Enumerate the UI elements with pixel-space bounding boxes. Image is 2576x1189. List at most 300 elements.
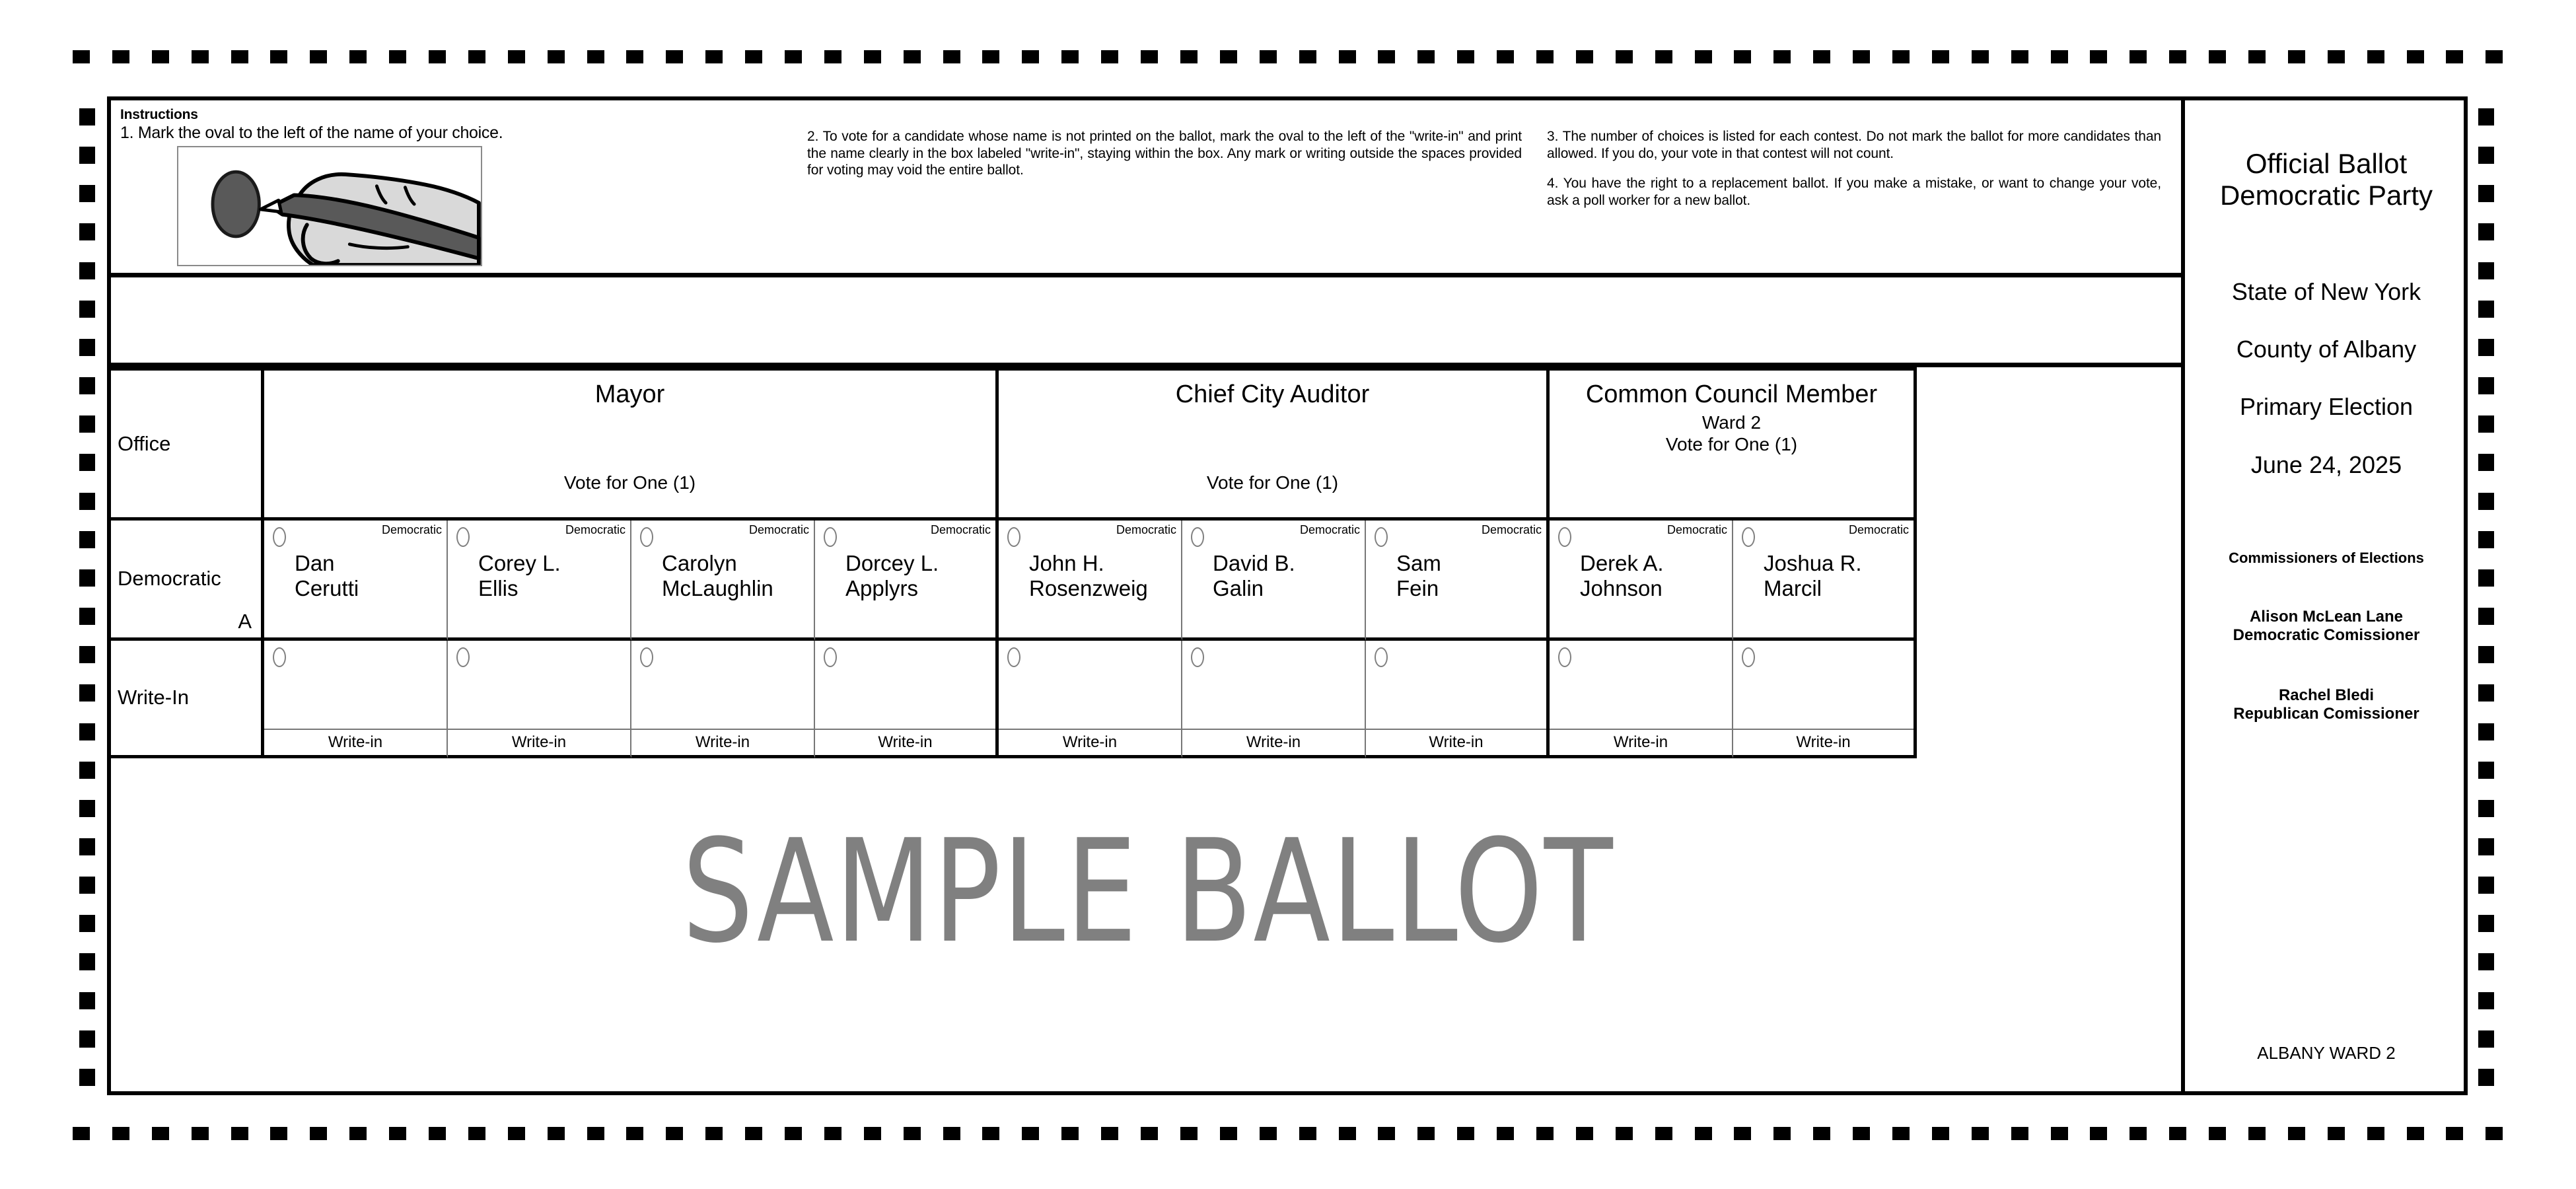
timing-mark — [626, 50, 643, 63]
timing-mark — [79, 684, 95, 702]
writein-cell-label: Write-in — [999, 729, 1181, 755]
vote-oval-icon[interactable] — [273, 527, 286, 547]
timing-mark — [79, 493, 95, 510]
writein-vote-oval-icon[interactable] — [640, 647, 653, 667]
candidate-last-name: Ellis — [478, 576, 519, 601]
candidate-cell[interactable] — [999, 521, 1182, 641]
timing-marks-right — [2478, 108, 2494, 1086]
timing-mark — [1497, 50, 1514, 63]
candidate-cells — [264, 521, 1917, 641]
timing-mark — [785, 1127, 802, 1140]
candidate-row — [111, 521, 1914, 641]
timing-mark — [112, 1127, 129, 1140]
timing-mark — [1022, 1127, 1039, 1140]
timing-mark — [982, 1127, 999, 1140]
candidate-last-name: Johnson — [1580, 576, 1663, 601]
timing-mark — [310, 50, 327, 63]
timing-mark — [705, 50, 723, 63]
writein-cell[interactable] — [1733, 641, 1917, 758]
timing-mark — [1299, 50, 1316, 63]
timing-mark — [1417, 1127, 1435, 1140]
timing-mark — [79, 646, 95, 663]
office-vote-for: Vote for One (1) — [1665, 433, 1798, 454]
timing-mark — [1141, 50, 1158, 63]
candidate-cell[interactable] — [1182, 521, 1366, 641]
candidate-first-name: Sam — [1396, 551, 1441, 575]
timing-mark — [79, 454, 95, 471]
timing-mark — [468, 50, 485, 63]
timing-mark — [2288, 1127, 2305, 1140]
stub-county: County of Albany — [2236, 335, 2417, 363]
office-title: Mayor — [594, 380, 665, 408]
timing-mark — [626, 1127, 643, 1140]
timing-mark — [2478, 1030, 2494, 1048]
timing-marks-top — [73, 50, 2503, 63]
candidate-cell[interactable] — [631, 521, 815, 641]
candidate-party-label: Democratic — [565, 523, 626, 536]
timing-mark — [79, 339, 95, 356]
timing-mark — [1457, 50, 1474, 63]
candidate-last-name: Cerutti — [295, 576, 359, 601]
blank-spacer-band — [111, 277, 2181, 367]
timing-mark — [1339, 1127, 1356, 1140]
timing-mark — [79, 377, 95, 394]
timing-mark — [2486, 1127, 2503, 1140]
timing-mark — [745, 50, 762, 63]
ballot-stub-panel — [2189, 100, 2464, 1091]
timing-mark — [1536, 50, 1554, 63]
timing-marks-bottom — [73, 1127, 2503, 1140]
candidate-name — [1764, 551, 1908, 602]
vote-oval-icon[interactable] — [456, 527, 470, 547]
writein-row — [111, 641, 1914, 758]
timing-mark — [79, 608, 95, 625]
timing-mark — [2478, 185, 2494, 202]
timing-mark — [2478, 800, 2494, 817]
candidate-last-name: Fein — [1396, 576, 1439, 601]
timing-mark — [79, 953, 95, 970]
timing-mark — [1180, 50, 1198, 63]
office-title: Common Council Member — [1585, 380, 1878, 408]
writein-cell[interactable] — [264, 641, 448, 758]
timing-mark — [2478, 415, 2494, 433]
stub-commissioner-1-name: Alison McLean Lane — [2249, 608, 2404, 626]
timing-mark — [2478, 454, 2494, 471]
party-row-label — [111, 521, 264, 641]
timing-mark — [192, 50, 209, 63]
instructions-column-1 — [111, 100, 798, 266]
stub-commissioner-1 — [2233, 608, 2420, 645]
candidate-first-name: Derek A. — [1580, 551, 1664, 575]
timing-mark — [152, 50, 169, 63]
mark-oval-illustration — [177, 146, 482, 266]
timing-mark — [1616, 50, 1633, 63]
timing-mark — [79, 415, 95, 433]
timing-mark — [548, 50, 565, 63]
timing-mark — [79, 262, 95, 279]
candidate-name — [1213, 551, 1359, 602]
writein-vote-oval-icon[interactable] — [1191, 647, 1204, 667]
timing-mark — [231, 1127, 248, 1140]
writein-vote-oval-icon[interactable] — [824, 647, 837, 667]
timing-mark — [2446, 50, 2463, 63]
vote-oval-icon[interactable] — [1191, 527, 1204, 547]
timing-mark — [2328, 1127, 2345, 1140]
candidate-name — [295, 551, 441, 602]
candidate-cell[interactable] — [1366, 521, 1550, 641]
writein-cell-label: Write-in — [1366, 729, 1546, 755]
candidate-party-label: Democratic — [1116, 523, 1176, 536]
timing-mark — [508, 50, 525, 63]
timing-mark — [1576, 1127, 1593, 1140]
instructions-heading: Instructions — [120, 107, 198, 122]
instruction-item-1: 1. Mark the oval to the left of the name of your choice. — [120, 123, 503, 142]
office-vote-for: Vote for One (1) — [563, 472, 696, 493]
ballot-sheet — [107, 96, 2468, 1095]
timing-mark — [1299, 1127, 1316, 1140]
timing-mark — [1734, 1127, 1751, 1140]
timing-mark — [1773, 50, 1791, 63]
timing-mark — [2478, 223, 2494, 240]
writein-vote-oval-icon[interactable] — [1007, 647, 1020, 667]
writein-cell[interactable] — [1366, 641, 1550, 758]
stub-commissioner-2-name: Rachel Bledi — [2278, 686, 2375, 704]
candidate-name — [478, 551, 625, 602]
timing-mark — [79, 762, 95, 779]
writein-cell-label: Write-in — [448, 729, 630, 755]
timing-mark — [79, 1030, 95, 1048]
timing-mark — [1695, 1127, 1712, 1140]
timing-mark — [270, 1127, 287, 1140]
timing-mark — [192, 1127, 209, 1140]
timing-mark — [824, 50, 841, 63]
stub-title — [2220, 148, 2433, 212]
timing-mark — [904, 1127, 921, 1140]
timing-mark — [904, 50, 921, 63]
timing-mark — [943, 1127, 960, 1140]
office-header-cell — [999, 367, 1550, 521]
timing-mark — [745, 1127, 762, 1140]
vote-oval-icon[interactable] — [640, 527, 653, 547]
writein-cells — [264, 641, 1917, 758]
timing-mark — [270, 50, 287, 63]
instructions-column-3 — [1538, 100, 2181, 209]
timing-mark — [2248, 50, 2266, 63]
timing-mark — [1339, 50, 1356, 63]
timing-mark — [2478, 301, 2494, 318]
timing-mark — [389, 50, 406, 63]
timing-mark — [548, 1127, 565, 1140]
candidate-cell[interactable] — [1550, 521, 1733, 641]
timing-mark — [982, 50, 999, 63]
timing-mark — [2478, 1069, 2494, 1086]
timing-mark — [2478, 915, 2494, 932]
timing-mark — [1457, 1127, 1474, 1140]
timing-mark — [1616, 1127, 1633, 1140]
timing-mark — [2169, 50, 2186, 63]
timing-mark — [389, 1127, 406, 1140]
timing-mark — [2478, 608, 2494, 625]
candidate-name — [845, 551, 990, 602]
candidate-first-name: Corey L. — [478, 551, 561, 575]
stub-commissioner-2-role: Republican Comissioner — [2233, 705, 2419, 723]
timing-mark — [2478, 838, 2494, 855]
stub-title-line2: Democratic Party — [2219, 180, 2433, 211]
timing-mark — [2478, 339, 2494, 356]
stub-ward: ALBANY WARD 2 — [2257, 1043, 2396, 1063]
timing-mark — [1773, 1127, 1791, 1140]
stub-election-type: Primary Election — [2239, 393, 2414, 421]
timing-mark — [1655, 1127, 1672, 1140]
timing-mark — [1141, 1127, 1158, 1140]
timing-mark — [79, 147, 95, 164]
office-title: Chief City Auditor — [1175, 380, 1370, 408]
candidate-last-name: McLaughlin — [662, 576, 773, 601]
timing-mark — [79, 531, 95, 548]
writein-cell-label: Write-in — [264, 729, 447, 755]
timing-mark — [2446, 1127, 2463, 1140]
party-row-label-text: Democratic — [118, 567, 221, 591]
timing-mark — [2367, 50, 2384, 63]
writein-row-label-text: Write-In — [118, 686, 189, 709]
writein-vote-oval-icon[interactable] — [273, 647, 286, 667]
timing-mark — [943, 50, 960, 63]
timing-mark — [705, 1127, 723, 1140]
timing-mark — [79, 877, 95, 894]
candidate-party-label: Democratic — [1481, 523, 1542, 536]
timing-mark — [79, 301, 95, 318]
timing-mark — [79, 915, 95, 932]
instructions-band — [111, 100, 2181, 277]
candidate-name — [1396, 551, 1541, 602]
timing-mark — [1260, 1127, 1277, 1140]
timing-mark — [2478, 108, 2494, 126]
writein-row-label — [111, 641, 264, 758]
instructions-column-2 — [798, 100, 1538, 179]
timing-mark — [2478, 646, 2494, 663]
writein-cell-label: Write-in — [631, 729, 814, 755]
timing-mark — [2478, 953, 2494, 970]
timing-mark — [1813, 50, 1830, 63]
timing-mark — [1972, 1127, 1989, 1140]
timing-mark — [1695, 50, 1712, 63]
stub-state: State of New York — [2231, 277, 2421, 305]
candidate-first-name: David B. — [1213, 551, 1295, 575]
candidate-cell[interactable] — [815, 521, 999, 641]
timing-mark — [2328, 50, 2345, 63]
candidate-cell[interactable] — [448, 521, 631, 641]
party-row-letter: A — [238, 610, 252, 633]
timing-mark — [1932, 1127, 1949, 1140]
timing-mark — [1378, 50, 1395, 63]
timing-mark — [1061, 1127, 1079, 1140]
instruction-item-4: 4. You have the right to a replacement ballot. If you make a mistake, or want to change your vote, ask a poll worker for a new ballot. — [1547, 176, 2161, 208]
timing-mark — [349, 1127, 367, 1140]
candidate-party-label: Democratic — [748, 523, 809, 536]
timing-mark — [1022, 50, 1039, 63]
timing-mark — [2051, 1127, 2068, 1140]
office-header-cell — [1550, 367, 1917, 521]
writein-vote-oval-icon[interactable] — [1375, 647, 1388, 667]
timing-mark — [587, 50, 604, 63]
stub-title-line1: Official Ballot — [2245, 148, 2408, 179]
timing-mark — [1655, 50, 1672, 63]
timing-mark — [1972, 50, 1989, 63]
stub-commissioners-heading: Commissioners of Elections — [2229, 550, 2424, 567]
candidate-first-name: Carolyn — [662, 551, 737, 575]
timing-mark — [231, 50, 248, 63]
timing-mark — [2248, 1127, 2266, 1140]
timing-mark — [1180, 1127, 1198, 1140]
timing-mark — [1220, 1127, 1237, 1140]
writein-cell[interactable] — [815, 641, 999, 758]
timing-mark — [112, 50, 129, 63]
office-vote-for: Vote for One (1) — [1206, 472, 1339, 493]
timing-mark — [1813, 1127, 1830, 1140]
timing-mark — [785, 50, 802, 63]
candidate-party-label: Democratic — [930, 523, 991, 536]
writein-cell-label: Write-in — [1182, 729, 1365, 755]
timing-marks-left — [79, 108, 95, 1086]
timing-mark — [2478, 262, 2494, 279]
timing-mark — [1101, 50, 1118, 63]
timing-mark — [152, 1127, 169, 1140]
vote-oval-icon[interactable] — [1558, 527, 1571, 547]
timing-mark — [2478, 493, 2494, 510]
timing-mark — [2478, 877, 2494, 894]
writein-cell[interactable] — [1182, 641, 1366, 758]
office-row-label — [111, 367, 264, 521]
candidate-cell[interactable] — [1733, 521, 1917, 641]
stub-commissioner-2 — [2233, 686, 2419, 724]
vote-oval-icon[interactable] — [1375, 527, 1388, 547]
timing-mark — [429, 1127, 446, 1140]
office-header-cells — [264, 367, 1917, 521]
candidate-last-name: Galin — [1213, 576, 1264, 601]
timing-mark — [2478, 377, 2494, 394]
timing-mark — [2478, 762, 2494, 779]
timing-mark — [79, 1069, 95, 1086]
timing-mark — [79, 723, 95, 740]
timing-mark — [1220, 50, 1237, 63]
timing-mark — [1853, 1127, 1870, 1140]
timing-mark — [1576, 50, 1593, 63]
timing-mark — [2478, 992, 2494, 1009]
candidate-first-name: Dorcey L. — [845, 551, 939, 575]
timing-mark — [1734, 50, 1751, 63]
writein-cell[interactable] — [631, 641, 815, 758]
timing-mark — [79, 569, 95, 587]
writein-cell[interactable] — [999, 641, 1182, 758]
timing-mark — [2486, 50, 2503, 63]
timing-mark — [79, 185, 95, 202]
timing-mark — [429, 50, 446, 63]
vote-oval-icon[interactable] — [1742, 527, 1755, 547]
stub-commissioner-1-role: Democratic Comissioner — [2233, 626, 2420, 645]
timing-mark — [2288, 50, 2305, 63]
timing-mark — [2090, 1127, 2107, 1140]
timing-mark — [1932, 50, 1949, 63]
candidate-last-name: Marcil — [1764, 576, 1822, 601]
timing-mark — [666, 1127, 683, 1140]
writein-cell[interactable] — [448, 641, 631, 758]
timing-mark — [666, 50, 683, 63]
timing-mark — [1101, 1127, 1118, 1140]
timing-mark — [2011, 50, 2028, 63]
vote-oval-icon[interactable] — [824, 527, 837, 547]
timing-mark — [1061, 50, 1079, 63]
writein-vote-oval-icon[interactable] — [1558, 647, 1571, 667]
timing-mark — [824, 1127, 841, 1140]
timing-mark — [79, 838, 95, 855]
writein-cell-label: Write-in — [1550, 729, 1732, 755]
stub-election-date: June 24, 2025 — [2250, 450, 2402, 478]
timing-mark — [1417, 50, 1435, 63]
timing-mark — [2011, 1127, 2028, 1140]
timing-mark — [1378, 1127, 1395, 1140]
vote-oval-icon[interactable] — [1007, 527, 1020, 547]
timing-mark — [2407, 50, 2424, 63]
timing-mark — [2209, 1127, 2226, 1140]
timing-mark — [2478, 531, 2494, 548]
timing-mark — [2051, 50, 2068, 63]
timing-mark — [73, 1127, 90, 1140]
timing-mark — [349, 50, 367, 63]
writein-vote-oval-icon[interactable] — [1742, 647, 1755, 667]
timing-mark — [2090, 50, 2107, 63]
timing-mark — [1497, 1127, 1514, 1140]
timing-mark — [79, 800, 95, 817]
timing-mark — [2407, 1127, 2424, 1140]
timing-mark — [864, 1127, 881, 1140]
candidate-name — [1029, 551, 1176, 602]
timing-mark — [79, 223, 95, 240]
ballot-main-panel — [111, 100, 2185, 1091]
timing-mark — [1853, 50, 1870, 63]
timing-mark — [2478, 569, 2494, 587]
timing-mark — [73, 50, 90, 63]
timing-mark — [1260, 50, 1277, 63]
timing-mark — [79, 108, 95, 126]
writein-cell-label: Write-in — [815, 729, 995, 755]
instruction-item-3: 3. The number of choices is listed for each contest. Do not mark the ballot for more candidates than allowed. If you do, your vote in that contest will not count. — [1547, 129, 2161, 161]
candidate-first-name: Joshua R. — [1764, 551, 1862, 575]
writein-cell[interactable] — [1550, 641, 1733, 758]
office-subtitle: Ward 2 — [1701, 412, 1762, 433]
sample-ballot-watermark: SAMPLE BALLOT — [682, 809, 1614, 974]
timing-mark — [2478, 684, 2494, 702]
candidate-cell[interactable] — [264, 521, 448, 641]
writein-cell-label: Write-in — [1733, 729, 1914, 755]
candidate-last-name: Rosenzweig — [1029, 576, 1148, 601]
timing-mark — [2169, 1127, 2186, 1140]
timing-mark — [2478, 147, 2494, 164]
timing-mark — [1892, 50, 1910, 63]
candidate-first-name: John H. — [1029, 551, 1104, 575]
contest-grid — [111, 367, 1914, 758]
candidate-party-label: Democratic — [1848, 523, 1909, 536]
timing-mark — [2129, 50, 2147, 63]
office-header-row — [111, 367, 1914, 521]
office-header-cell — [264, 367, 999, 521]
timing-mark — [864, 50, 881, 63]
timing-mark — [79, 992, 95, 1009]
writein-vote-oval-icon[interactable] — [456, 647, 470, 667]
timing-mark — [2209, 50, 2226, 63]
timing-mark — [2367, 1127, 2384, 1140]
timing-mark — [587, 1127, 604, 1140]
timing-mark — [1892, 1127, 1910, 1140]
